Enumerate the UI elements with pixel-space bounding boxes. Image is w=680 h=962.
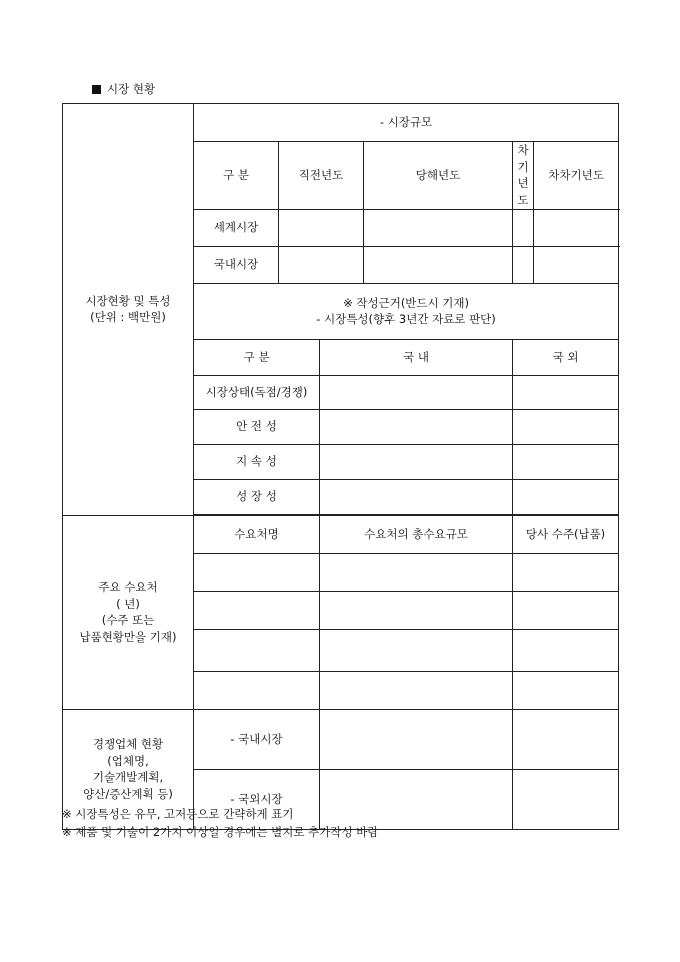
char-cell[interactable] [513, 375, 619, 409]
customer-header: 수요처의 총수요규모 [320, 515, 513, 553]
scale-header: 당해년도 [364, 142, 513, 210]
char-row-label: 지 속 성 [194, 444, 320, 479]
char-cell[interactable] [320, 375, 513, 409]
char-row-label: 성 장 성 [194, 479, 320, 514]
square-bullet-icon [92, 85, 101, 94]
competitors-label: 경쟁업체 현황 (업체명, 기술개발계획, 양산/증산계획 등) [63, 709, 194, 829]
market-status-label: 시장현황 및 특성 (단위 : 백만원) [63, 104, 194, 516]
scale-cell[interactable] [364, 246, 513, 283]
competitor-cell[interactable] [513, 709, 619, 769]
customer-cell[interactable] [513, 553, 619, 591]
char-row-label: 시장상태(독점/경쟁) [194, 375, 320, 409]
char-header: 구 분 [194, 339, 320, 375]
scale-header: 차차기년도 [534, 142, 619, 210]
customer-cell[interactable] [513, 591, 619, 629]
customer-cell[interactable] [320, 629, 513, 671]
char-header: 국 외 [513, 339, 619, 375]
customer-cell[interactable] [320, 553, 513, 591]
competitor-overseas-label: - 국외시장 [194, 769, 320, 829]
section-heading-text: 시장 현황 [107, 82, 156, 96]
scale-cell[interactable] [513, 246, 534, 283]
char-row-label: 안 전 성 [194, 409, 320, 444]
scale-header: 차기년도 [513, 142, 534, 210]
scale-cell[interactable] [534, 246, 619, 283]
char-cell[interactable] [320, 479, 513, 514]
footnotes [62, 806, 378, 842]
customer-header: 수요처명 [194, 515, 320, 553]
char-header: 국 내 [320, 339, 513, 375]
basis-note: ※ 작성근거(반드시 기재) - 시장특성(향후 3년간 자료로 판단) [194, 283, 619, 339]
scale-cell[interactable] [279, 246, 364, 283]
customer-cell[interactable] [194, 553, 320, 591]
market-status-table [62, 103, 619, 830]
customer-cell[interactable] [194, 671, 320, 709]
customer-cell[interactable] [513, 629, 619, 671]
char-cell[interactable] [320, 409, 513, 444]
char-cell[interactable] [513, 444, 619, 479]
customer-cell[interactable] [320, 671, 513, 709]
customers-label: 주요 수요처 ( 년) (수주 또는 납품현황만을 기재) [63, 515, 194, 709]
competitor-cell[interactable] [320, 709, 513, 769]
competitor-cell[interactable] [513, 769, 619, 829]
scale-cell[interactable] [513, 209, 534, 246]
customer-cell[interactable] [194, 629, 320, 671]
competitor-domestic-label: - 국내시장 [194, 709, 320, 769]
scale-cell[interactable] [279, 209, 364, 246]
scale-header: 구 분 [194, 142, 279, 210]
customer-header: 당사 수주(납품) [513, 515, 619, 553]
section-heading [92, 81, 155, 97]
customer-cell[interactable] [194, 591, 320, 629]
customer-cell[interactable] [513, 671, 619, 709]
char-cell[interactable] [513, 409, 619, 444]
scale-row-label: 국내시장 [194, 246, 279, 283]
scale-header: 직전년도 [279, 142, 364, 210]
scale-row-label: 세계시장 [194, 209, 279, 246]
char-cell[interactable] [320, 444, 513, 479]
market-scale-title: - 시장규모 [194, 104, 619, 142]
footnote: ※ 시장특성은 유무, 고저등으로 간략하게 표기 [62, 807, 294, 821]
footnote: ※ 제품 및 기술이 2가지 이상일 경우에는 별지로 추가작성 바람 [62, 824, 379, 839]
char-cell[interactable] [513, 479, 619, 514]
scale-cell[interactable] [364, 209, 513, 246]
scale-cell[interactable] [534, 209, 619, 246]
customer-cell[interactable] [320, 591, 513, 629]
